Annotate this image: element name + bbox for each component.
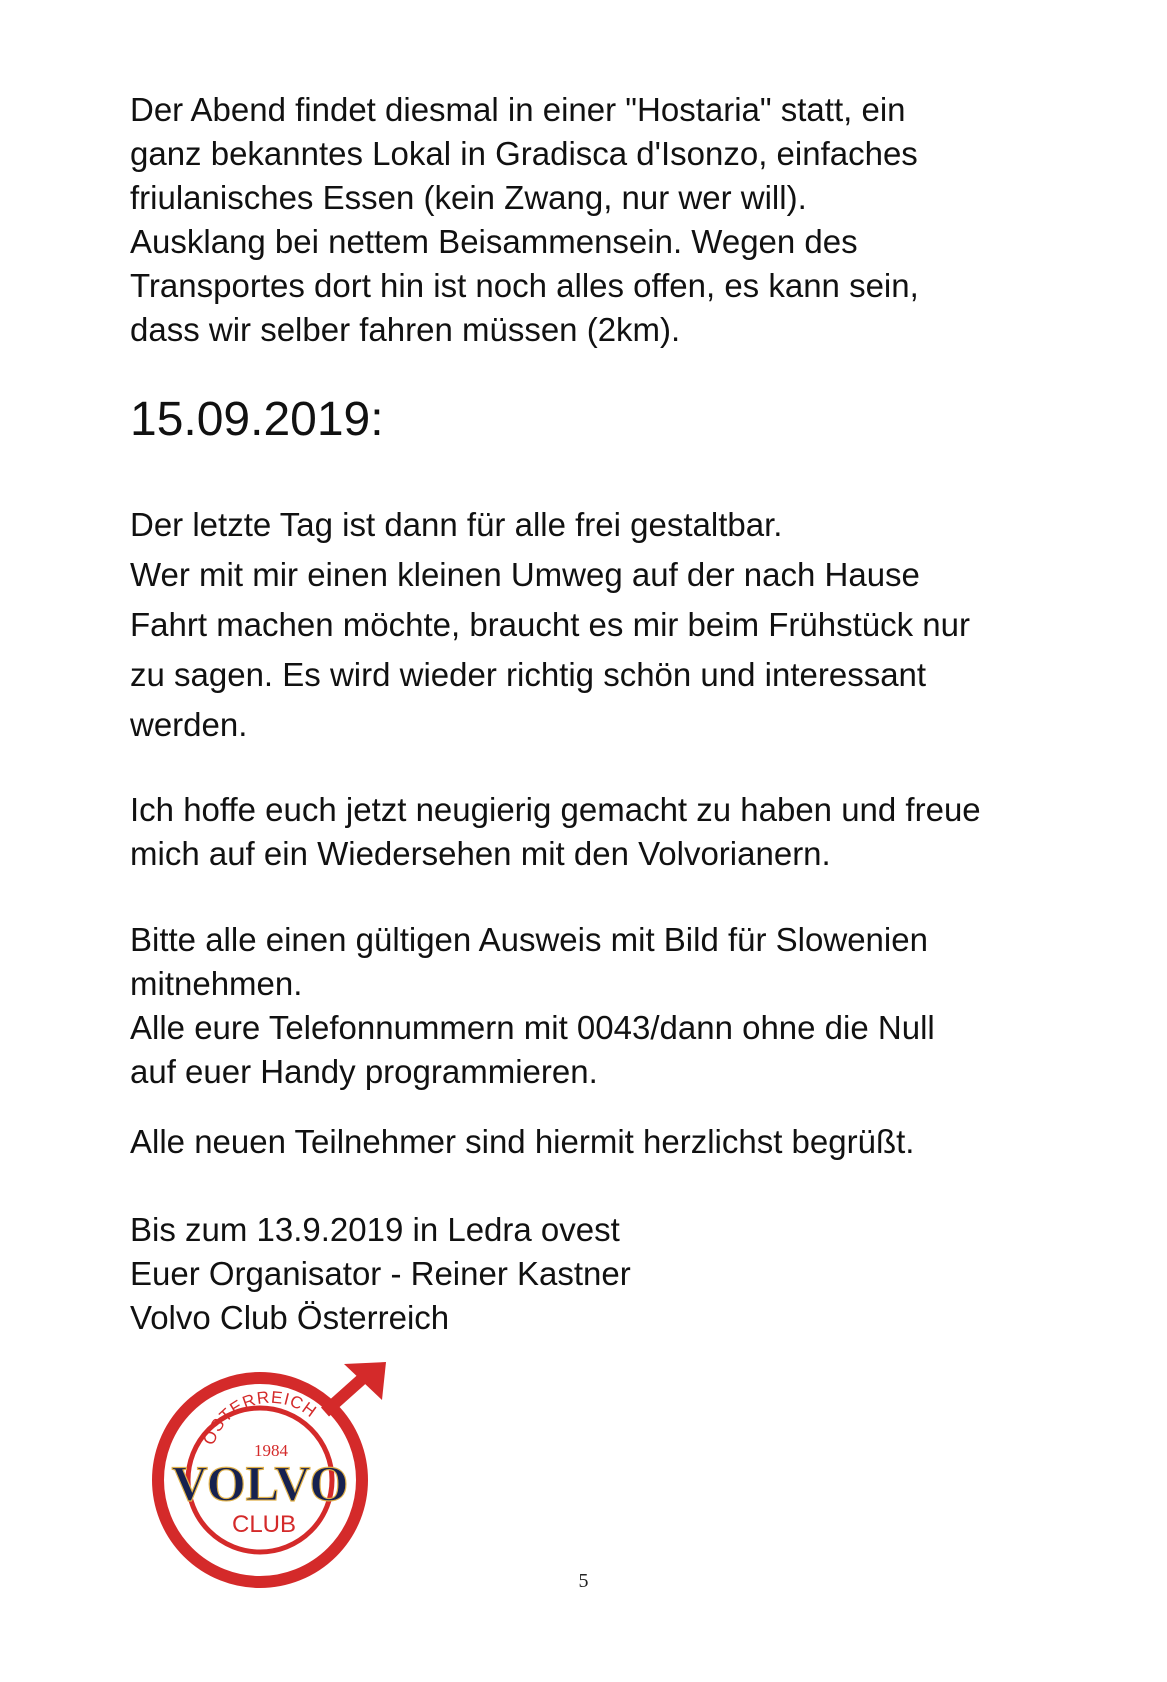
notes-line: mitnehmen. [130, 965, 303, 1002]
notes-line: Alle eure Telefonnummern mit 0043/dann ohne die Null [130, 1009, 935, 1046]
hope-paragraph [130, 788, 1090, 876]
logo-brand: VOLVO [171, 1455, 349, 1511]
intro-line: Transportes dort hin ist noch alles offen, es kann sein, [130, 267, 919, 304]
welcome-paragraph [130, 1120, 1090, 1164]
volvo-club-logo [130, 1360, 400, 1590]
hope-line: mich auf ein Wiedersehen mit den Volvorianern. [130, 835, 831, 872]
notes-line: Bitte alle einen gültigen Ausweis mit Bild für Slowenien [130, 921, 928, 958]
notes-paragraph [130, 918, 1090, 1094]
intro-line: Der Abend findet diesmal in einer "Hostaria" statt, ein [130, 91, 906, 128]
last-day-line: Wer mit mir einen kleinen Umweg auf der nach Hause [130, 556, 920, 593]
last-day-paragraph [130, 500, 1090, 750]
signoff-line: Bis zum 13.9.2019 in Ledra ovest [130, 1211, 620, 1248]
signoff-line: Euer Organisator - Reiner Kastner [130, 1255, 631, 1292]
last-day-line: werden. [130, 706, 248, 743]
hope-line: Ich hoffe euch jetzt neugierig gemacht zu haben und freue [130, 791, 981, 828]
signoff-line: Volvo Club Österreich [130, 1299, 450, 1336]
signoff-paragraph [130, 1208, 1090, 1340]
last-day-line: Der letzte Tag ist dann für alle frei gestaltbar. [130, 506, 783, 543]
last-day-line: zu sagen. Es wird wieder richtig schön und interessant [130, 656, 927, 693]
intro-line: dass wir selber fahren müssen (2km). [130, 311, 681, 348]
last-day-line: Fahrt machen möchte, braucht es mir beim Frühstück nur [130, 606, 970, 643]
logo-top-text: ÖSTERREICH [199, 1387, 321, 1448]
page-number: 5 [578, 1570, 589, 1592]
logo-club: CLUB [231, 1511, 297, 1538]
intro-line: friulanisches Essen (kein Zwang, nur wer will). [130, 179, 807, 216]
welcome-line: Alle neuen Teilnehmer sind hiermit herzlichst begrüßt. [130, 1123, 915, 1160]
intro-line: ganz bekanntes Lokal in Gradisca d'Isonzo, einfaches [130, 135, 918, 172]
intro-line: Ausklang bei nettem Beisammensein. Wegen des [130, 223, 858, 260]
intro-paragraph [130, 88, 1090, 352]
date-heading: 15.09.2019: [130, 393, 384, 446]
logo-year: 1984 [254, 1441, 288, 1460]
notes-line: auf euer Handy programmieren. [130, 1053, 598, 1090]
